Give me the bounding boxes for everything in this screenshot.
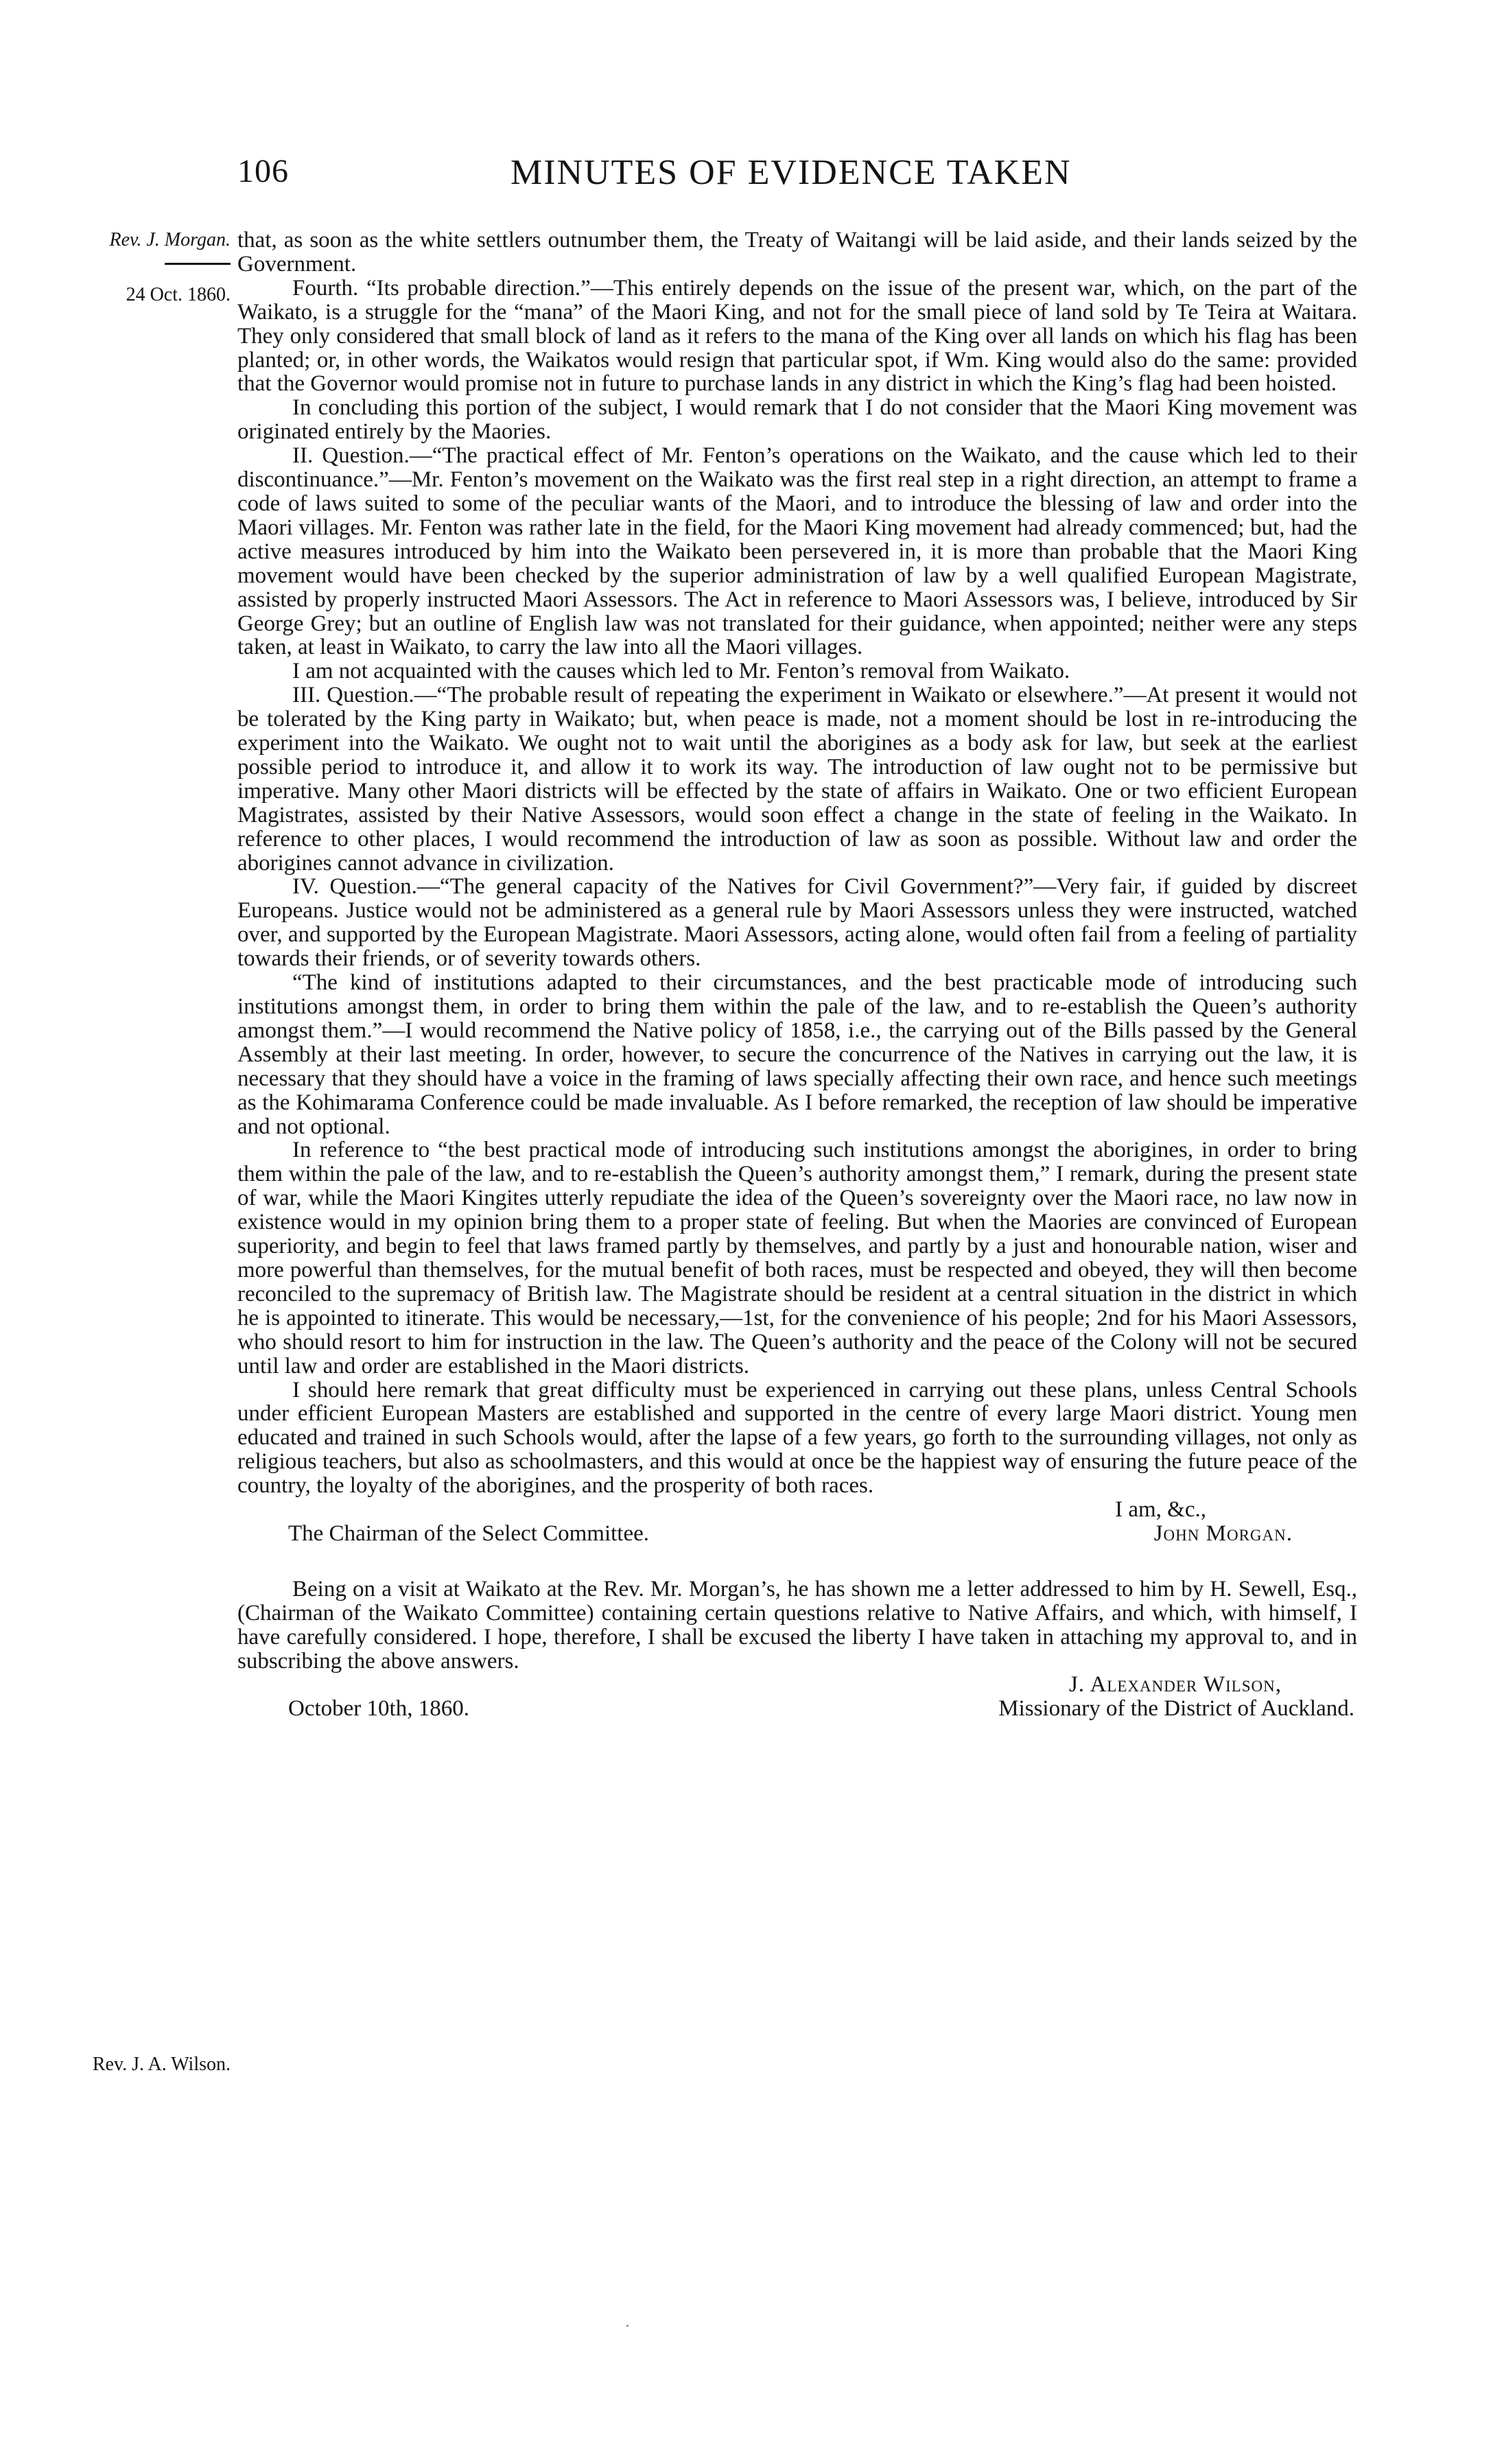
margin-witness-name: Rev. J. Morgan. — [109, 229, 231, 250]
paragraph: In reference to “the best practical mode of introducing such institutions amongst the aborigines, in order to bring them within the pale of the law, and to re-establish the Queen’s authority amongst them,” I remark, during the present state of war, while the Maori Kingites utterly repudiate the idea of the Queen’s sovereignty over the Maori race, no law now in existence would in my opinion bring them to a proper state of feeling. But when the Maories are convinced of European superiority, and begin to feel that laws framed partly by themselves, and partly by a just and honourable nation, wiser and more powerful than themselves, for the mutual benefit of both races, must be respected and obeyed, they will then become reconciled to the supremacy of British law. The Magistrate should be resident at a central situation in the district in which he is appointed to itinerate. This would be necessary,—1st, for the convenience of his people; 2nd for his Maori Assessors, who should resort to him for instruction in the law. The Queen’s authority and the peace of the Colony will not be secured until law and order are established in the Maori districts. — [237, 1138, 1357, 1378]
signature-wilson: J. Alexander Wilson, — [1068, 1672, 1282, 1698]
running-title: MINUTES OF EVIDENCE TAKEN — [510, 153, 1072, 192]
paragraph: that, as soon as the white settlers outnumber them, the Treaty of Waitangi will be laid aside, and their lands seized by the Government. — [237, 228, 1357, 277]
letter-date: October 10th, 1860. — [288, 1696, 469, 1722]
paragraph: IV. Question.—“The general capacity of the Natives for Civil Government?”—Very fair, if guided by discreet Europeans. Justice would not be administered as a general rule by Maori Assessors unless they were instructed, watched over, and supported by the European Magistrate. Maori Assessors, acting alone, would often fail from a feeling of partiality towards their friends, or of severity towards others. — [237, 874, 1357, 972]
evidence-body — [237, 228, 1357, 1721]
page-speck — [626, 2325, 629, 2327]
margin-rule — [165, 263, 231, 265]
date-line — [237, 1697, 1357, 1721]
paragraph: Fourth. “Its probable direction.”—This entirely depends on the issue of the present war, which, on the part of the Waikato, is a struggle for the “mana” of the Maori King, and not for the small piece of land sold by Te Teira at Waitara. They only considered that small block of land as it refers to the mana of the King over all lands on which his flag has been planted; or, in other words, the Waikatos would resign that particular spot, if Wm. King would also do the same: provided that the Governor would promise not in future to purchase lands in any district in which the King’s flag had been hoisted. — [237, 275, 1357, 397]
page-number: 106 — [237, 153, 289, 189]
margin-note-witness-wilson: Rev. J. A. Wilson. — [92, 2054, 231, 2075]
margin-note-date: 24 Oct. 1860. — [126, 284, 231, 305]
paragraph: II. Question.—“The practical effect of Mr. Fenton’s operations on the Waikato, and the cause which led to their discontinuance.”—Mr. Fenton’s movement on the Waikato was the first real step in a right direction, an attempt to frame a code of laws suited to some of the peculiar wants of the Maori, and to introduce the blessing of law and order into the Maori villages. Mr. Fenton was rather late in the field, for the Maori King movement had already commenced; but, had the active measures introduced by him into the Waikato been persevered in, it is more than probable that the Maori King movement would have been checked by the superior administration of law by a well qualified European Magistrate, assisted by properly instructed Maori Assessors. The Act in reference to Maori Assessors was, I believe, introduced by Sir George Grey; but an outline of English law was not translated for their guidance, when appointed; neither were any steps taken, at least in Waikato, to carry the law into all the Maori villages. — [237, 443, 1357, 660]
signature-line — [237, 1522, 1357, 1546]
closing-salutation: I am, &c., — [1115, 1497, 1206, 1523]
paragraph: I should here remark that great difficulty must be experienced in carrying out these plans, unless Central Schools under efficient European Masters are established and supported in the centre of every large Maori district. Young men educated and trained in such Schools would, after the lapse of a few years, go forth to the surrounding villages, not only as religious teachers, but also as schoolmasters, and this would at once be the happiest way of ensuring the future peace of the country, the loyalty of the aborigines, and the prosperity of both races. — [237, 1377, 1357, 1499]
paragraph: I am not acquainted with the causes which led to Mr. Fenton’s removal from Waikato. — [292, 659, 1070, 684]
addressee: The Chairman of the Select Committee. — [288, 1521, 650, 1546]
missionary-title: Missionary of the District of Auckland. — [998, 1696, 1354, 1722]
signature-morgan: John Morgan. — [1153, 1521, 1293, 1546]
paragraph: “The kind of institutions adapted to their circumstances, and the best practicable mode of introducing such institutions amongst them, in order to bring them within the pale of the law, and to re-establish the Queen’s authority amongst them.”—I would recommend the Native policy of 1858, i.e., the carrying out of the Bills passed by the General Assembly at their last meeting. In order, however, to secure the concurrence of the Natives in carrying out the law, it is necessary that they should have a voice in the framing of laws specially affecting their own race, and hence such meetings as the Kohimarama Conference could be made invaluable. As I before remarked, the reception of law should be imperative and not optional. — [237, 970, 1357, 1139]
paragraph: Being on a visit at Waikato at the Rev. Mr. Morgan’s, he has shown me a letter addressed to him by H. Sewell, Esq., (Chairman of the Waikato Committee) containing certain questions relative to Native Affairs, and which, with himself, I have carefully considered. I hope, therefore, I shall be excused the liberty I have taken in attaching my approval to, and in subscribing the above answers. — [237, 1576, 1357, 1674]
margin-note-witness-morgan — [51, 228, 231, 265]
paragraph: In concluding this portion of the subject, I would remark that I do not consider that the Maori King movement was originated entirely by the Maories. — [237, 395, 1357, 445]
paragraph: III. Question.—“The probable result of repeating the experiment in Waikato or elsewhere.”—At present it would not be tolerated by the King party in Waikato; but, when peace is made, not a moment should be lost in re-introducing the experiment into the Waikato. We ought not to wait until the aborigines as a body ask for law, but seek at the earliest possible period to introduce it, and allow it to work its way. The introduction of law ought not to be permissive but imperative. Many other Maori districts will be effected by the state of affairs in Waikato. One or two efficient European Magistrates, assisted by their Native Assessors, would soon effect a change in the state of feeling in the Waikato. In reference to other places, I would recommend the introduction of law as soon as possible. Without law and order the aborigines cannot advance in civilization. — [237, 683, 1357, 876]
